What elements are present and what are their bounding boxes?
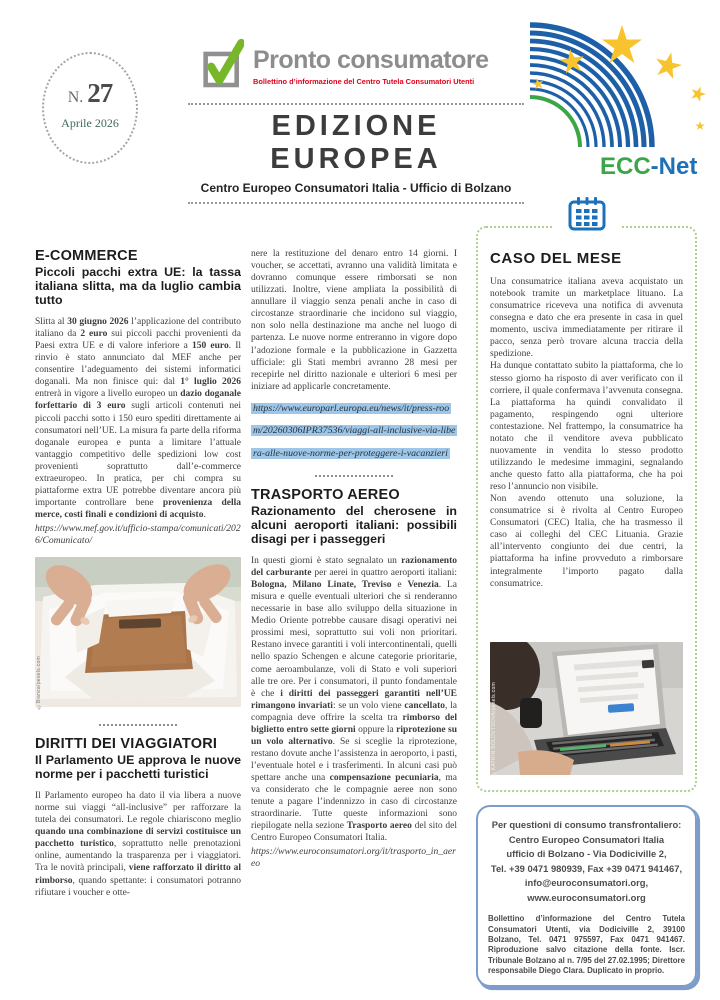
- package-photo: [35, 557, 241, 712]
- contact-line: ufficio di Bolzano - Via Dodiciville 2,: [506, 848, 667, 860]
- article-title: Il Parlamento UE approva le nuove norme per i pacchetti turistici: [35, 753, 241, 782]
- contact-website[interactable]: www.euroconsumatori.org: [527, 891, 646, 903]
- column-left: [35, 248, 241, 998]
- bulletin-subtitle: Bollettino d’informazione del Centro Tutela Consumatori Utenti: [253, 77, 475, 86]
- section-separator: [315, 475, 393, 477]
- checkmark-logo-icon: [202, 36, 244, 97]
- article-kicker: E-COMMERCE: [35, 248, 138, 264]
- highlighted-link[interactable]: https://www.europarl.europa.eu/news/it/press-room/20260306IPR37536/viaggi-all-inclusive-via-libera-alle-nuove-norme-per-proteggere-i-vacanzieri: [253, 402, 456, 459]
- star-icon: [652, 49, 684, 80]
- column-right: [476, 196, 697, 987]
- contact-line: Centro Europeo Consumatori Italia: [508, 833, 665, 845]
- case-paragraph: Non avendo ottenuto una soluzione, la consumatrice si è rivolta al Centro Europeo Consumatori (CEC) Italia, che ha trasmesso il caso ai colleghi del CEC Lituania. Grazie all’intervento congiunto dei due centri, la piattaforma ha infine provveduto a rimborsare integralmente l’importo pagato dalla consumatrice.: [490, 494, 683, 589]
- calendar-icon: [554, 196, 620, 232]
- laptop-photo: [490, 642, 683, 780]
- edition-title: EDIZIONE EUROPEA: [270, 110, 442, 175]
- article-link[interactable]: https://www.mef.gov.it/ufficio-stampa/comunicati/2026/Comunicato/: [35, 523, 241, 547]
- article-kicker: DIRITTI DEI VIAGGIATORI: [35, 736, 218, 753]
- article-link[interactable]: https://www.euroconsumatori.org/it/trasporto_in_aereo: [251, 846, 456, 870]
- case-of-the-month-box: [476, 226, 697, 792]
- imprint-text: Bollettino d’informazione del Centro Tutela Consumatori Utenti, via Dodiciville 2, 39100 Bolzano, Tel. 0471 975597, Fax 0471 941467. Riproduzione salvo citazione della fonte. Iscr. Tribunale Bolzano al n. 7/95 del 27.02.1995; Direttore responsabile Diego Clara. Duplicato in proprio.: [488, 914, 685, 975]
- article-kicker: TRASPORTO AEREO: [251, 486, 400, 503]
- masthead: [188, 36, 524, 209]
- article-ecommerce: [35, 248, 241, 899]
- case-paragraph: Una consumatrice italiana aveva acquistato un notebook tramite un marketplace lituano. La consumatrice riceveva una notifica di avvenuta consegna e dato che era presente in casa in quel momento, usciva immediatamente per ritirare il pacco, senza però trovare alcuna traccia della spedizione.: [490, 277, 683, 360]
- star-icon: [689, 84, 708, 103]
- article-body: Slitta al 30 giugno 2026 l’applicazione del contributo italiano da 2 euro sui piccoli pacchi provenienti da Paesi extra UE e di valore inferiore a 150 euro. Il rinvio è stato annunciato dal MEF anche per consentire l’adeguamento dei sistemi informatici doganali. Ma non finisce qui: dal 1° luglio 2026 entrerà in vigore a livello europeo un dazio doganale forfettario di 3 euro sugli articoli contenuti nei piccoli pacchi sotto i 150 euro spediti direttamente ai consumatori nell’UE. La misura fa parte della riforma doganale europea e punta a limitare l’attuale vantaggio competitivo delle spedizioni low cost provenienti soprattutto dall’e-commerce extraeuropeo. In pratica, per chi compra su piattaforme extra UE potrebbe diventare ancora più importante controllare bene provenienza della merce, costi finali e condizioni di acquisto.: [35, 317, 241, 521]
- case-kicker: CASO DEL MESE: [490, 250, 622, 267]
- column-middle: [251, 248, 457, 998]
- issue-badge: [42, 52, 138, 164]
- star-icon: [695, 121, 705, 130]
- contact-line: Per questioni di consumo transfrontaliero:: [491, 819, 682, 830]
- edition-subtitle: Centro Europeo Consumatori Italia - Ufficio di Bolzano: [200, 181, 512, 195]
- header-divider-bottom: [188, 202, 524, 204]
- article-body: Il Parlamento europeo ha dato il via libera a nuove norme sui viaggi “all-inclusive” per rafforzare la tutela dei consumatori. Le regole chiariscono meglio quando una combinazione di servizi costituisce un pacchetto turistico, soprattutto nelle prenotazioni online, aumentando la trasparenza per i viaggiatori. Tra le novità principali, viene rafforzato il diritto al rimborso, quando spettante: i consumatori potranno rifiutare i voucher e otte-: [35, 791, 241, 898]
- contact-box: [476, 805, 697, 987]
- issue-number: 27: [87, 78, 113, 108]
- case-paragraph: Ha dunque contattato subito la piattaforma, che lo stesso giorno ha risposto di aver verificato con il corriere, il quale confermava l’avvenuta consegna. La piattaforma ha quindi convalidato il pagamento, respingendo ogni ulteriore contestazione. Nel frattempo, la consumatrice ha notato che il venditore aveva pubblicato nuovamente in vendita lo stesso prodotto utilizzando le medesime immagini, segnalando anche questo fatto alla piattaforma, che ha poi reso l’annuncio non visibile.: [490, 361, 683, 493]
- photo-credit: ©Bianca/pexels.com: [36, 655, 42, 710]
- article-trasporto: [251, 487, 457, 871]
- section-separator: [99, 724, 177, 726]
- contact-email[interactable]: info@euroconsumatori.org,: [524, 877, 649, 889]
- issue-prefix: N.: [67, 89, 84, 106]
- header-divider-top: [188, 103, 524, 105]
- article-title: Razionamento del cherosene in alcuni aeroporti italiani: possibili disagi per i passeggeri: [251, 503, 457, 546]
- svg-text:ECC-Net: ECC-Net: [600, 153, 698, 180]
- ecc-net-logo: [530, 22, 708, 187]
- star-icon: [602, 25, 642, 63]
- article-body: In questi giorni è stato segnalato un razionamento del carburante per aerei in quattro aeroporti italiani: Bologna, Milano Linate, Treviso e Venezia. La misura e quelle eventuali ulteriori che si renderanno necessarie in base allo sviluppo della situazione in Medio Oriente potrebbe causare disagi operativi nei prossimi mesi, soprattutto sui voli non prioritari. Restano invece garantiti i voli intercontinentali, quelli nello spazio Schengen e alcune categorie prioritarie, come aeroambulanze, voli di Stato e voli superiori alle tre ore. Per i consumatori, il punto fondamentale è che i diritti dei passeggeri garantiti nell’UE rimangono invariati: se un volo viene cancellato, la compagnia deve offrire la scelta tra rimborso del biglietto entro sette giorni oppure la riprotezione su un volo alternativo. Se si sceglie la riprotezione, restano dovute anche l’assistenza in aeroporto, i pasti, l’eventuale hotel e i trasferimenti. In alcuni casi può spettare anche una compensazione pecuniaria, ma va considerato che le compagnie aeree non sono tenute a pagare l’indennizzo in caso di circostanze straordinarie. Tutte queste informazioni sono riepilogate nella sezione Trasporto aereo del sito del Centro Europeo Consumatori Italia.: [251, 555, 457, 844]
- article-body-continued: nere la restituzione del denaro entro 14 giorni. I voucher, se accettati, avranno una validità limitata e dovranno comunque essere rimborsati se non utilizzati. Inoltre, viene ampliata la possibilità di annullare il viaggio senza penali anche in caso di circostanze straordinarie che incidono sul viaggio, non solo nella destinazione ma anche nel luogo di partenza. Le nuove norme entreranno in vigore dopo l’adozione formale e la pubblicazione in Gazzetta ufficiale: gli Stati membri avranno 28 mesi per recepirle nel diritto nazionale e ulteriori 6 mesi per iniziare ad applicarle concretamente.: [251, 249, 457, 392]
- issue-date: Aprile 2026: [61, 116, 119, 130]
- contact-line: Tel. +39 0471 980939, Fax +39 0471 941467,: [490, 862, 683, 874]
- article-title: Piccoli pacchi extra UE: la tassa italiana slitta, ma da luglio cambia tutto: [35, 265, 241, 308]
- photo-credit: ©KATRIN BOLOVTSOVA/pexels.com: [491, 682, 497, 777]
- bulletin-title: Pronto consumatore: [253, 46, 489, 74]
